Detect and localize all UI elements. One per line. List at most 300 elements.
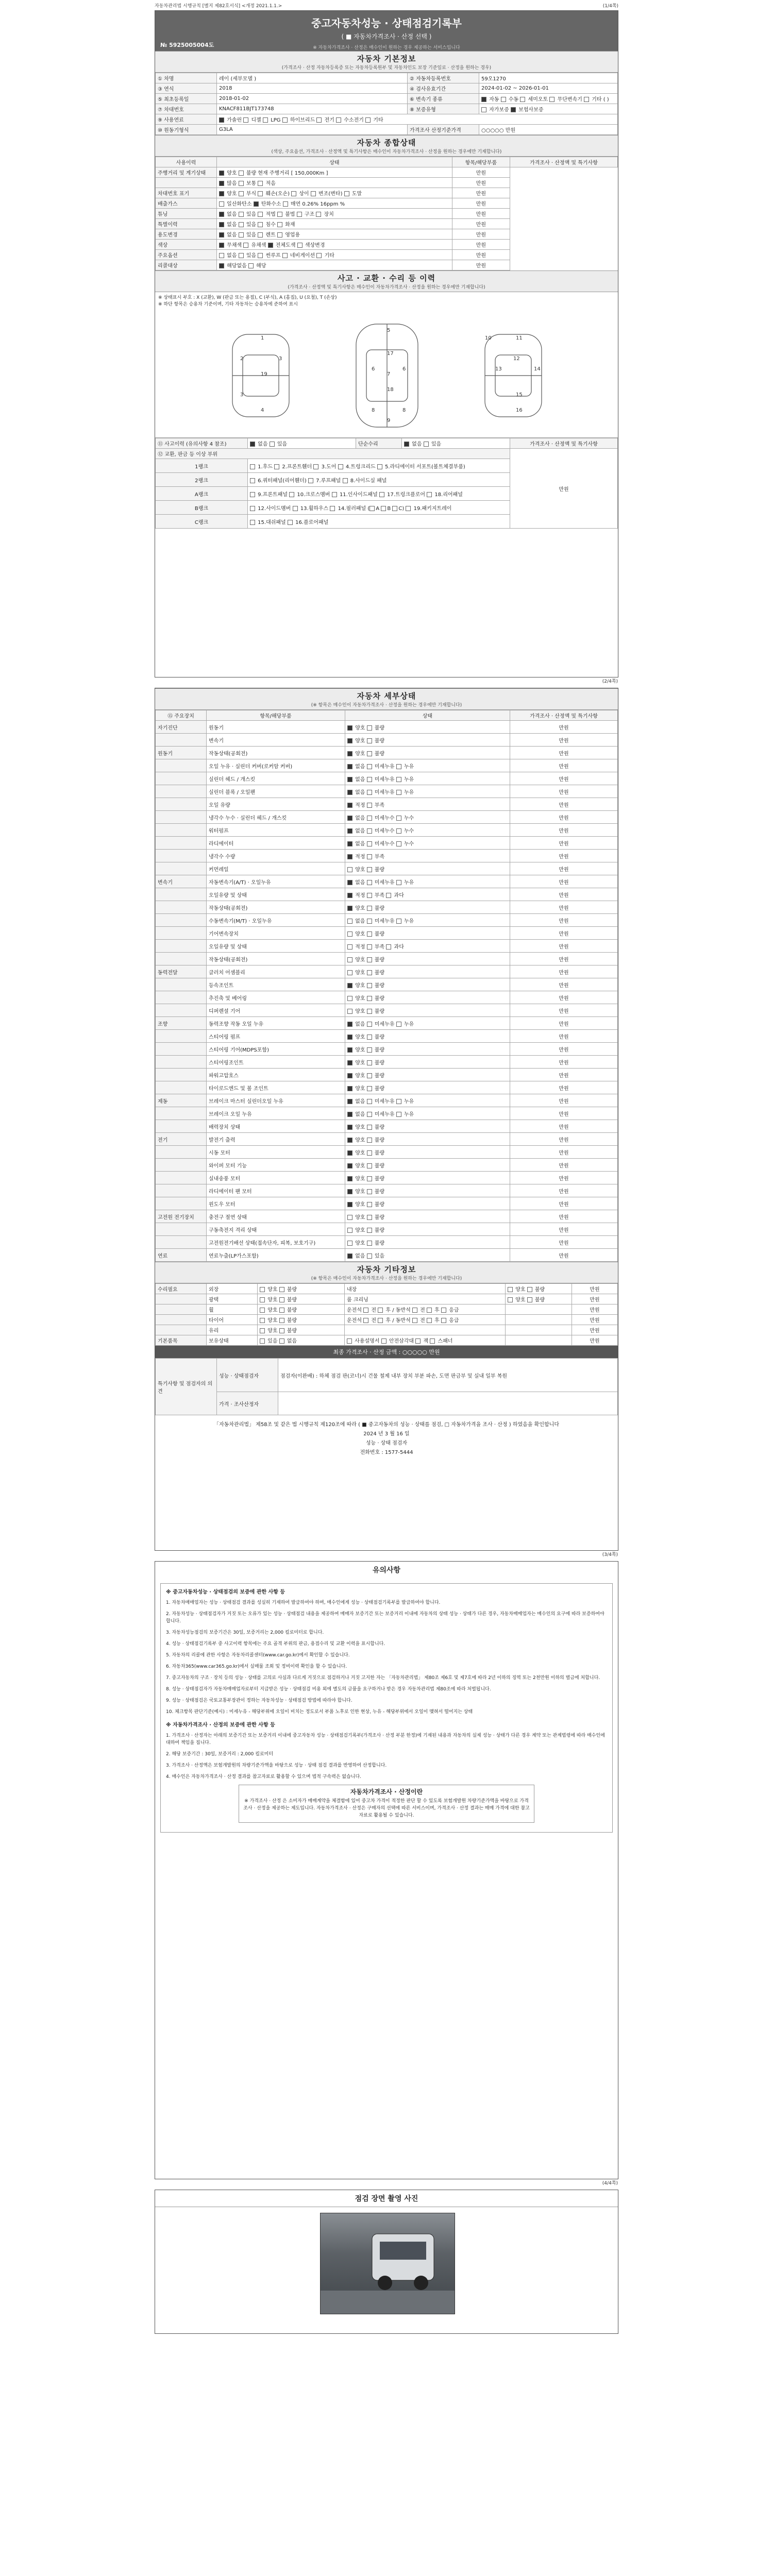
checkbox-icon [297, 243, 303, 248]
checkbox-icon [365, 117, 371, 123]
checkbox-icon [297, 212, 302, 217]
checkbox-icon [367, 1202, 372, 1207]
detail-row [156, 824, 618, 837]
checkbox-icon [404, 442, 409, 447]
detail-price: 만원 [510, 798, 618, 811]
detail-group [156, 811, 207, 824]
detail-sub: (※ 항목은 매수인이 자동차가격조사 · 산정을 원하는 경우에만 기재합니다) [311, 703, 462, 708]
detail-price: 만원 [510, 1133, 618, 1146]
checkbox-icon [386, 893, 391, 898]
caution-item: 8. 성능 · 상태점검자가 자동차매매업자로부터 지급받은 성능 · 상태점검 비용 외에 별도의 금품을 요구하거나 받은 경우 자동차관리법 제80조에 따라 처벌됩니다. [166, 1687, 491, 1692]
overall-row [156, 260, 618, 270]
legend-2: ※ 하단 항목은 승용차 기준이며, 기타 자동차는 승용차에 준하여 표시 [158, 302, 298, 307]
checkbox-icon [347, 854, 352, 859]
checkbox-icon [520, 97, 525, 102]
checkbox-icon [347, 1022, 352, 1027]
detail-row [156, 1107, 618, 1120]
detail-item: 냉각수 누수 · 실린더 헤드 / 개스킷 [207, 811, 345, 824]
detail-row [156, 1069, 618, 1081]
etc-row [156, 1315, 618, 1325]
checkbox-icon [367, 854, 372, 859]
overall-row [156, 229, 618, 240]
detail-group [156, 850, 207, 862]
checkbox-icon [363, 1308, 368, 1313]
detail-item: 타이로드엔드 및 볼 조인트 [207, 1081, 345, 1094]
etc-status: 양호 불량 [258, 1315, 345, 1325]
diagram-part-label: 11 [516, 335, 523, 341]
checkbox-icon [367, 996, 372, 1001]
detail-price: 만원 [510, 721, 618, 734]
detail-group [156, 1159, 207, 1172]
detail-status: 양호 불량 [345, 862, 510, 875]
checkbox-icon [367, 725, 372, 731]
diagram-part-label: 16 [516, 408, 523, 413]
checkbox-icon [347, 764, 352, 769]
detail-row [156, 978, 618, 991]
detail-status: 양호 불량 [345, 1223, 510, 1236]
accident-history-value: 없음 있음 [248, 438, 356, 449]
checkbox-icon [396, 764, 401, 769]
form-reference: 자동차관리법 시행규칙 [별지 제82호서식] <개정 2021.1.1.> [155, 4, 282, 9]
overall-title: 자동차 종합상태 [357, 138, 416, 147]
checkbox-icon [263, 117, 268, 123]
car-photo-icon [321, 2213, 455, 2314]
detail-price: 만원 [510, 1172, 618, 1184]
detail-item: 수동변속기(M/T) · 오일누유 [207, 914, 345, 927]
checkbox-icon [313, 464, 318, 469]
detail-group: 전기 [156, 1133, 207, 1146]
caution-item-2: 4. 매수인은 자동차가격조사 · 산정 결과를 참고자료로 활용할 수 있으며 법적 구속력은 없습니다. [166, 1774, 362, 1780]
etc-group [156, 1294, 207, 1304]
overall-value: 양호 불량 현재 주행거리 [ 150,000Km ] [217, 167, 452, 178]
detail-group: 연료 [156, 1249, 207, 1262]
checkbox-icon [347, 803, 352, 808]
detail-row [156, 1249, 618, 1262]
legal-statement [155, 1415, 618, 1463]
checkbox-icon [239, 181, 244, 186]
detail-row [156, 927, 618, 940]
checkbox-icon [379, 492, 384, 497]
detail-price: 만원 [510, 734, 618, 747]
basic-key: ⑨ 사용연료 [156, 114, 217, 125]
detail-status: 없음 미세누수 누수 [345, 824, 510, 837]
checkbox-icon [367, 867, 372, 872]
checkbox-icon [367, 790, 372, 795]
overall-price: 만원 [452, 167, 510, 178]
checkbox-icon [308, 478, 313, 483]
detail-status: 없음 미세누유 누유 [345, 772, 510, 785]
diagram-part-label: 4 [261, 408, 264, 413]
overall-value: 양호 부식 훼손(오손) 상이 변조(변타) 도말 [217, 188, 452, 198]
checkbox-icon [367, 1163, 372, 1168]
checkbox-icon [254, 201, 259, 207]
detail-group: 원동기 [156, 747, 207, 759]
checkbox-icon [367, 1189, 372, 1194]
checkbox-icon [258, 212, 263, 217]
diagram-part-label: 5 [387, 328, 391, 333]
checkbox-icon [347, 1099, 352, 1104]
etc-item: 보유상태 [207, 1335, 258, 1346]
detail-row [156, 1172, 618, 1184]
checkbox-icon [501, 97, 506, 102]
checkbox-icon [347, 880, 352, 885]
checkbox-icon [363, 1318, 368, 1323]
overall-price: 만원 [452, 178, 510, 188]
checkbox-icon [396, 880, 401, 885]
spec-price-text [278, 1392, 618, 1415]
checkbox-icon [260, 1308, 265, 1313]
detail-head: 항목/해당부품 [207, 710, 345, 721]
checkbox-icon [260, 1287, 265, 1292]
detail-head: ⑮ 주요장치 [156, 710, 207, 721]
detail-item: 고전원전기배선 상태(접속단자, 피복, 보호기구) [207, 1236, 345, 1249]
overall-key: 특별이력 [156, 219, 217, 229]
caution-box [160, 1583, 613, 1833]
rank-items: 15.대쉬패널 16.플로어패널 [248, 515, 510, 529]
detail-item: 냉각수 수량 [207, 850, 345, 862]
checkbox-icon [279, 1297, 284, 1302]
detail-price: 만원 [510, 978, 618, 991]
accident-title: 사고 · 교환 · 수리 등 이력 [337, 274, 436, 283]
detail-group [156, 785, 207, 798]
basic-value-2: 자가보증 보험사보증 [479, 104, 618, 114]
basic-value-2: 자동 수동 세미오토 무단변속기 기타 ( ) [479, 94, 618, 104]
checkbox-icon [293, 506, 298, 511]
caution-item: 7. 중고자동차의 구조 · 장치 등의 성능 · 상태를 고의로 사실과 다르게 거짓으로 점검하거나 거짓 고지한 자는 「자동차관리법」 제80조 제6호 및 제7호에 따라 2년 이하의 징역 또는 2천만원 이하의 벌금에 처합니다. [166, 1675, 600, 1681]
overall-key: 리콜대상 [156, 260, 217, 270]
etc-row [156, 1325, 618, 1335]
detail-group [156, 862, 207, 875]
etc-status: 있음 없음 [258, 1335, 345, 1346]
basic-key-2: ② 자동차등록번호 [408, 73, 479, 83]
checkbox-icon [347, 1086, 352, 1091]
basic-row [156, 73, 618, 83]
detail-row [156, 1030, 618, 1043]
diagram-part-label: 14 [534, 366, 541, 372]
checkbox-icon [243, 117, 248, 123]
detail-row [156, 991, 618, 1004]
detail-price: 만원 [510, 1223, 618, 1236]
detail-status: 적정 부족 [345, 798, 510, 811]
detail-row [156, 1223, 618, 1236]
checkbox-icon [367, 738, 372, 743]
etc-item-2: 사용설명서 안전삼각대 잭 스패너 [345, 1335, 506, 1346]
detail-group [156, 1236, 207, 1249]
overall-price: 만원 [452, 250, 510, 260]
etc-status: 양호 불량 [258, 1304, 345, 1315]
checkbox-icon [412, 1318, 417, 1323]
detail-price: 만원 [510, 953, 618, 965]
overall-row [156, 198, 618, 209]
diagram-part-label: 3 [279, 356, 282, 362]
page-4 [155, 2190, 618, 2334]
etc-row [156, 1335, 618, 1346]
checkbox-icon [239, 222, 244, 227]
etc-section-title [155, 1262, 618, 1283]
detail-group [156, 1030, 207, 1043]
detail-item: 오일유량 및 상태 [207, 888, 345, 901]
checkbox-icon [381, 506, 386, 511]
detail-status: 없음 미세누유 누유 [345, 1017, 510, 1030]
rank-label: B랭크 [156, 501, 248, 515]
checkbox-icon [260, 1318, 265, 1323]
detail-price: 만원 [510, 747, 618, 759]
etc-sub: (※ 항목은 매수인이 자동차가격조사 · 산정을 원하는 경우에만 기재합니다) [311, 1276, 462, 1281]
checkbox-icon [279, 1308, 284, 1313]
detail-group [156, 837, 207, 850]
checkbox-icon [430, 1338, 435, 1344]
etc-row [156, 1284, 618, 1294]
top-line [155, 2, 618, 8]
detail-row [156, 1159, 618, 1172]
basic-row [156, 83, 618, 94]
photo-title: 점검 장면 촬영 사진 [155, 2190, 618, 2207]
etc-price: 만원 [572, 1315, 618, 1325]
checkbox-icon [367, 957, 372, 962]
checkbox-icon [367, 1035, 372, 1040]
overall-price: 만원 [452, 198, 510, 209]
special-label: 특기사항 및 점검자의 의견 [156, 1359, 217, 1415]
detail-status: 양호 불량 [345, 1184, 510, 1197]
checkbox-icon [288, 520, 293, 525]
detail-group [156, 991, 207, 1004]
simple-repair-key: 단순수리 [356, 438, 401, 449]
checkbox-icon [347, 725, 352, 731]
checkbox-icon [219, 222, 224, 227]
detail-group [156, 1197, 207, 1210]
detail-group [156, 978, 207, 991]
checkbox-icon [347, 1125, 352, 1130]
checkbox-icon [367, 1138, 372, 1143]
etc-price: 만원 [572, 1335, 618, 1346]
checkbox-icon [396, 841, 401, 846]
detail-status: 적정 부족 [345, 850, 510, 862]
overall-key [156, 178, 217, 188]
diagram-part-label: 19 [261, 371, 267, 377]
detail-item: 배력장치 상태 [207, 1120, 345, 1133]
detail-group [156, 1146, 207, 1159]
checkbox-icon [239, 212, 244, 217]
overall-row [156, 178, 618, 188]
spec-inspector-label: 성능 · 상태점검자 [217, 1359, 278, 1392]
detail-row [156, 850, 618, 862]
detail-price: 만원 [510, 772, 618, 785]
checkbox-icon [258, 222, 263, 227]
checkbox-icon [527, 1287, 532, 1292]
checkbox-icon [347, 893, 352, 898]
checkbox-icon [282, 253, 288, 258]
checkbox-icon [367, 893, 372, 898]
detail-item: 윈도우 모터 [207, 1197, 345, 1210]
checkbox-icon [347, 1228, 352, 1233]
overall-price: 만원 [452, 209, 510, 219]
checkbox-icon [367, 983, 372, 988]
detail-item: 작동상태(공회전) [207, 901, 345, 914]
car-right-side-icon [485, 334, 542, 417]
checkbox-icon [347, 867, 352, 872]
detail-item: 워터펌프 [207, 824, 345, 837]
checkbox-icon [377, 464, 382, 469]
checkbox-icon [279, 1328, 284, 1333]
etc-item: 휠 [207, 1304, 258, 1315]
checkbox-icon [347, 1189, 352, 1194]
checkbox-icon [367, 841, 372, 846]
checkbox-icon [367, 880, 372, 885]
diagram-part-label: 18 [387, 387, 394, 393]
inspector-sign: 성능 · 상태 점검자 [365, 1440, 408, 1446]
checkbox-icon [268, 243, 273, 248]
etc-status: 양호 불량 [258, 1284, 345, 1294]
overall-row [156, 240, 618, 250]
checkbox-icon [332, 492, 337, 497]
detail-row [156, 1056, 618, 1069]
detail-price: 만원 [510, 1081, 618, 1094]
checkbox-icon [347, 1060, 352, 1065]
checkbox-icon [347, 790, 352, 795]
basic-value: 레이 (세부모델 ) [217, 73, 408, 83]
spec-price-label: 가격 · 조사산정자 [217, 1392, 278, 1415]
checkbox-icon [347, 957, 352, 962]
diagram-part-label: 15 [516, 392, 523, 398]
detail-item: 스티어링 기어(MDPS포함) [207, 1043, 345, 1056]
checkbox-icon [367, 1112, 372, 1117]
caution-title: 유의사항 [372, 1566, 401, 1574]
etc-table [155, 1283, 618, 1346]
detail-group [156, 1120, 207, 1133]
detail-price: 만원 [510, 940, 618, 953]
detail-row [156, 747, 618, 759]
diagram-part-label: 6 [402, 366, 406, 372]
detail-table [155, 710, 618, 1262]
detail-price: 만원 [510, 1146, 618, 1159]
checkbox-icon [367, 931, 372, 937]
checkbox-icon [367, 816, 372, 821]
detail-row [156, 1043, 618, 1056]
detail-group [156, 1056, 207, 1069]
car-diagram-svg [155, 309, 618, 437]
checkbox-icon [347, 1138, 352, 1143]
detail-item: 발전기 출력 [207, 1133, 345, 1146]
price-info-title: 자동차가격조사 · 산정이란 [350, 1788, 423, 1795]
checkbox-icon [347, 751, 352, 756]
checkbox-icon [347, 841, 352, 846]
basic-key-2: ④ 검사유효기간 [408, 83, 479, 94]
checkbox-icon [250, 464, 255, 469]
detail-group: 변속기 [156, 875, 207, 888]
overall-head: 사용이력 [156, 157, 217, 167]
checkbox-icon [343, 478, 348, 483]
checkbox-icon [584, 97, 589, 102]
rank-items: 1.후드 2.프론트휀더 3.도어 4.트렁크리드 5.라디에이터 서포트(볼트체결부품) [248, 459, 510, 473]
detail-status: 없음 미세누유 누유 [345, 1094, 510, 1107]
diagram-part-label: 10 [485, 335, 492, 341]
checkbox-icon [219, 171, 224, 176]
caution-heading-2: ※ 자동차가격조사 · 산정의 보증에 관한 사항 등 [166, 1722, 275, 1728]
detail-item: 실내송풍 모터 [207, 1172, 345, 1184]
checkbox-icon [367, 764, 372, 769]
detail-item: 작동상태(공회전) [207, 953, 345, 965]
etc-status-2 [506, 1325, 572, 1335]
basic-key-2: ⑧ 보증유형 [408, 104, 479, 114]
detail-status: 양호 불량 [345, 1133, 510, 1146]
etc-item-2: 운전석 전 후 / 동반석 전 후 응급 [345, 1304, 506, 1315]
detail-status: 적정 부족 과다 [345, 888, 510, 901]
issue-date: 2024 년 3 월 16 일 [363, 1431, 410, 1437]
overall-value: 없음 있음 침수 화재 [217, 219, 452, 229]
checkbox-icon [330, 506, 335, 511]
detail-group [156, 1223, 207, 1236]
accident-price-head: 가격조사 · 산정액 및 특기사항 [510, 438, 618, 449]
etc-group [156, 1304, 207, 1315]
spec-inspector-text: 점검자(이완배) : 하체 점검 판(코너)시 건물 철제 내부 장치 부분 파손, 도면 판금부 및 실내 일부 복원 [278, 1359, 618, 1392]
detail-price: 만원 [510, 1030, 618, 1043]
detail-group [156, 901, 207, 914]
etc-price: 만원 [572, 1304, 618, 1315]
detail-row [156, 734, 618, 747]
checkbox-icon [239, 253, 244, 258]
checkbox-icon [250, 492, 255, 497]
checkbox-icon [367, 906, 372, 911]
detail-group [156, 953, 207, 965]
detail-group [156, 1004, 207, 1017]
legend-1: ※ 상태표시 부호 : X (교환), W (판금 또는 용접), C (부식), A (흠집), U (요철), T (손상) [158, 295, 337, 300]
detail-row [156, 1146, 618, 1159]
detail-row [156, 862, 618, 875]
checkbox-icon [508, 1297, 513, 1302]
checkbox-icon [347, 1253, 352, 1259]
checkbox-icon [347, 970, 352, 975]
inspector-tel: 전화번호 : 1577-5444 [360, 1450, 413, 1455]
checkbox-icon [367, 1086, 372, 1091]
checkbox-icon [347, 944, 352, 950]
checkbox-icon [219, 212, 224, 217]
basic-row [156, 125, 618, 135]
detail-price: 만원 [510, 1249, 618, 1262]
overall-value: 없음 있음 썬루프 네비게이션 기타 [217, 250, 452, 260]
detail-price: 만원 [510, 901, 618, 914]
detail-status: 없음 미세누수 누수 [345, 811, 510, 824]
detail-row [156, 1094, 618, 1107]
checkbox-icon [412, 1308, 417, 1313]
accident-history-key: ⑪ 사고이력 (유의사항 4 참조) [156, 438, 248, 449]
detail-item: 디퍼렌셜 기어 [207, 1004, 345, 1017]
overall-table [155, 157, 618, 270]
detail-title: 자동차 세부상태 [357, 691, 416, 701]
checkbox-icon [347, 1202, 352, 1207]
caution-item: 10. 체크항목 판단기준(예시) : 미세누유 - 해당부위에 오일이 비치는 정도로서 부품 노후로 인한 현상, 누유 - 해당부위에서 오일이 맺혀서 떨어지는 상태 [166, 1709, 473, 1715]
diagram-part-label: 9 [387, 418, 391, 423]
etc-item-2: 룸 크리닝 [345, 1294, 506, 1304]
checkbox-icon [347, 1047, 352, 1053]
detail-price: 만원 [510, 888, 618, 901]
basic-row [156, 94, 618, 104]
detail-row [156, 759, 618, 772]
special-table [155, 1358, 618, 1415]
checkbox-icon [396, 790, 401, 795]
checkbox-icon [427, 1308, 432, 1313]
final-price-bar: 최종 가격조사 · 산정 금액 : ○○○○○ 만원 [155, 1346, 618, 1358]
diagram-part-label: 8 [372, 408, 375, 413]
checkbox-icon [248, 263, 254, 268]
detail-status: 양호 불량 [345, 747, 510, 759]
detail-row [156, 1004, 618, 1017]
checkbox-icon [260, 1297, 265, 1302]
overall-head: 상태 [217, 157, 452, 167]
rank-label: A랭크 [156, 487, 248, 501]
detail-item: 오일 유량 [207, 798, 345, 811]
checkbox-icon [424, 442, 429, 447]
etc-item: 외장 [207, 1284, 258, 1294]
